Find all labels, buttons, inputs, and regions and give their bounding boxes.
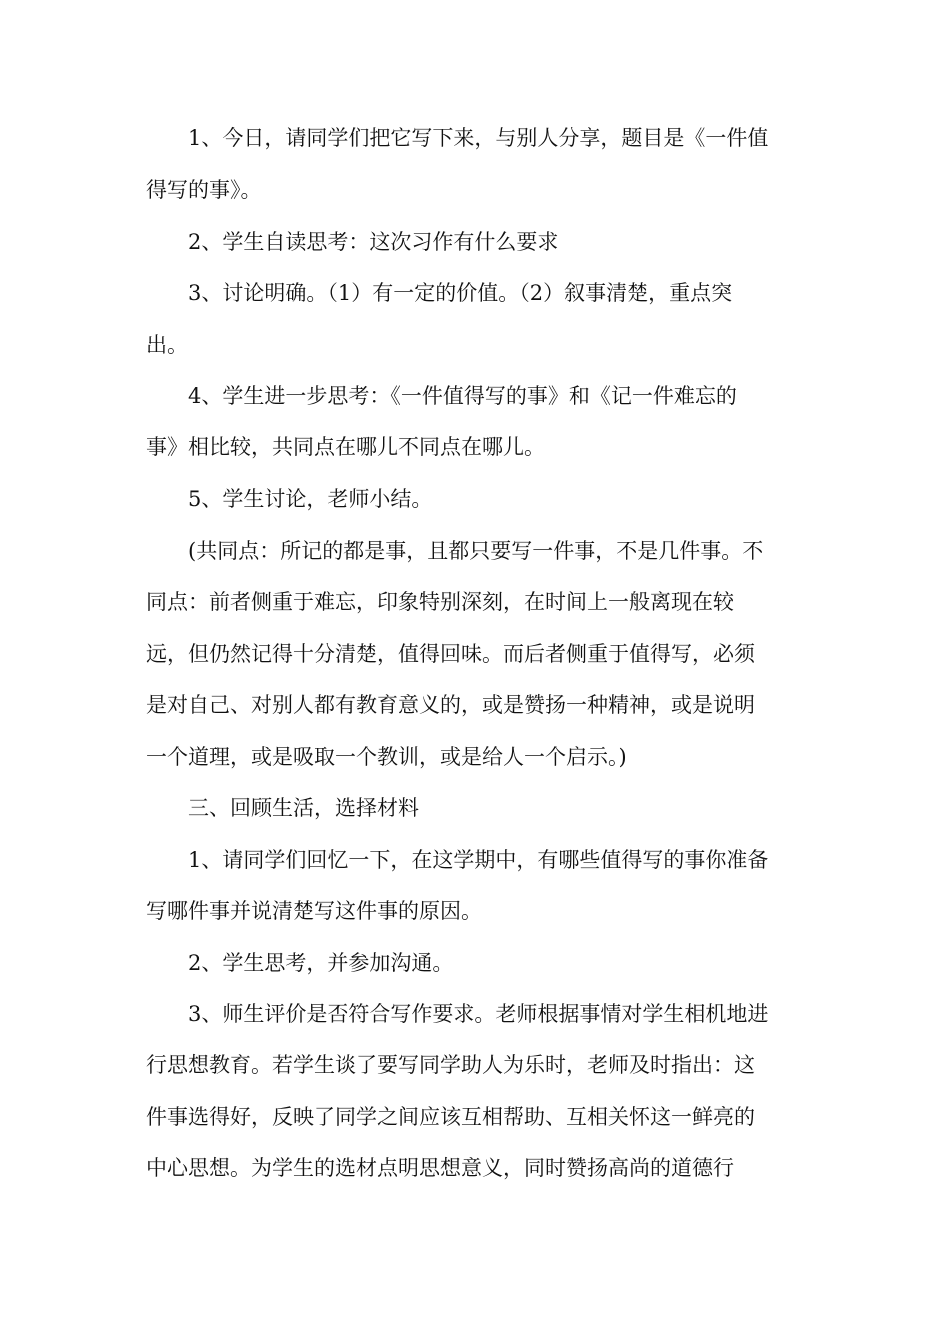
- text-line-4: 3、讨论明确。（1）有一定的价值。（2）叙事清楚，重点突: [188, 281, 733, 305]
- text-line-5: 出。: [146, 333, 188, 357]
- text-line-19: 行思想教育。若学生谈了要写同学助人为乐时，老师及时指出：这: [146, 1053, 755, 1077]
- text-line-16: 写哪件事并说清楚写这件事的原因。: [146, 899, 482, 923]
- text-line-13: 一个道理，或是吸取一个教训，或是给人一个启示。): [146, 745, 627, 769]
- text-line-11: 远，但仍然记得十分清楚，值得回味。而后者侧重于值得写，必须: [146, 642, 755, 666]
- text-line-12: 是对自己、对别人都有教育意义的，或是赞扬一种精神，或是说明: [146, 693, 755, 717]
- text-line-3: 2、学生自读思考：这次习作有什么要求: [188, 230, 559, 254]
- text-line-7: 事》相比较，共同点在哪儿不同点在哪儿。: [146, 435, 545, 459]
- text-line-10: 同点：前者侧重于难忘，印象特别深刻，在时间上一般离现在较: [146, 590, 734, 614]
- text-line-2: 得写的事》。: [146, 178, 262, 202]
- text-line-15: 1、请同学们回忆一下，在这学期中，有哪些值得写的事你准备: [188, 848, 769, 872]
- text-line-20: 件事选得好，反映了同学之间应该互相帮助、互相关怀这一鲜亮的: [146, 1105, 755, 1129]
- text-line-14: 三、回顾生活，选择材料: [188, 796, 419, 820]
- text-line-9: (共同点：所记的都是事，且都只要写一件事，不是几件事。不: [188, 539, 764, 563]
- text-line-17: 2、学生思考，并参加沟通。: [188, 951, 454, 975]
- text-line-8: 5、学生讨论，老师小结。: [188, 487, 433, 511]
- text-line-6: 4、学生进一步思考：《一件值得写的事》和《记一件难忘的: [188, 384, 737, 408]
- text-line-18: 3、师生评价是否符合写作要求。老师根据事情对学生相机地进: [188, 1002, 769, 1026]
- text-line-21: 中心思想。为学生的选材点明思想意义，同时赞扬高尚的道德行: [146, 1156, 734, 1180]
- text-line-1: 1、今日，请同学们把它写下来，与别人分享，题目是《一件值: [188, 126, 769, 150]
